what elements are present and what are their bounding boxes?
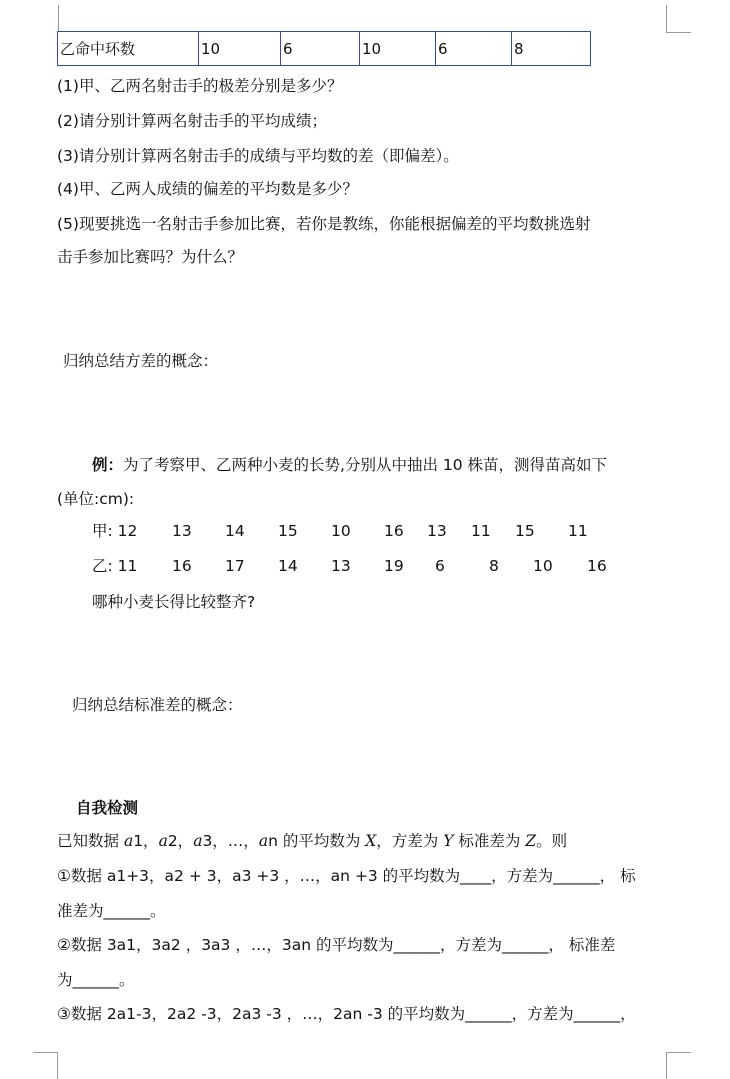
given-var: Z: [525, 832, 537, 850]
table-cell: 10: [199, 32, 281, 66]
given-var: a: [123, 832, 134, 850]
yi-value: 6: [435, 557, 445, 575]
given-text: 标准差为: [453, 832, 526, 850]
given-var: a: [158, 832, 168, 850]
table-cell: 6: [281, 32, 360, 66]
given-var: a: [193, 832, 203, 850]
given-text: 3，…，: [202, 832, 259, 850]
jia-value: 14: [225, 522, 245, 540]
self-test-item-1: ①数据 a1+3，a2 + 3，a3 +3 ，…，an +3 的平均数为____，方差为______， 标: [57, 867, 636, 885]
summary-std-heading: 归纳总结标准差的概念：: [72, 696, 243, 714]
given-text: 2，: [167, 832, 194, 850]
page-corner-mark-top-left: [58, 5, 59, 32]
question-3: (3)请分别计算两名射击手的成绩与平均数的差（即偏差）。: [57, 147, 459, 165]
self-test-item-2-continued: 为______。: [57, 971, 135, 989]
yi-value: 16: [172, 557, 192, 575]
page-corner-mark-bottom-right: [666, 1052, 691, 1079]
self-test-given: 已知数据 a1，a2，a3，…，an 的平均数为 X，方差为 Y 标准差为 Z。则: [57, 832, 568, 850]
example-label: 例：: [92, 456, 124, 474]
yi-value: 14: [278, 557, 298, 575]
table-cell: 10: [360, 32, 436, 66]
question-5: (5)现要挑选一名射击手参加比赛，若你是教练，你能根据偏差的平均数挑选射: [57, 215, 591, 233]
question-1: (1)甲、乙两名射击手的极差分别是多少？: [57, 77, 343, 95]
jia-value: 15: [515, 522, 535, 540]
yi-label: 乙: 11: [92, 557, 138, 575]
question-5-continued: 击手参加比赛吗？为什么？: [57, 248, 244, 266]
example-text: 为了考察甲、乙两种小麦的长势,分别从中抽出 10 株苗，测得苗高如下: [123, 456, 608, 474]
jia-value: 13: [172, 522, 192, 540]
given-text: ，方差为: [376, 832, 444, 850]
jia-value: 11: [471, 522, 491, 540]
jia-value: 15: [278, 522, 298, 540]
example-question: 哪种小麦长得比较整齐?: [92, 593, 256, 611]
given-text: n 的平均数为: [268, 832, 366, 850]
question-2: (2)请分别计算两名射击手的平均成绩；: [57, 112, 327, 130]
summary-variance-heading: 归纳总结方差的概念：: [63, 352, 219, 370]
self-test-title: 自我检测: [76, 799, 139, 817]
given-text: 。则: [536, 832, 568, 850]
jia-value: 10: [331, 522, 351, 540]
table-row: [58, 32, 591, 66]
jia-value: 16: [384, 522, 404, 540]
given-var: a: [258, 832, 269, 850]
given-text: 1，: [133, 832, 159, 850]
yi-value: 13: [331, 557, 351, 575]
yi-value: 10: [533, 557, 553, 575]
example-intro: [92, 455, 607, 475]
yi-value: 16: [587, 557, 607, 575]
given-var: Y: [443, 832, 454, 850]
page-corner-mark-bottom-left: [33, 1052, 58, 1079]
page-corner-mark-top-right: [666, 5, 691, 33]
jia-label: 甲: 12: [92, 522, 138, 540]
yi-value: 17: [225, 557, 245, 575]
table-cell: 8: [512, 32, 591, 66]
table-cell: 6: [436, 32, 512, 66]
self-test-item-1-continued: 准差为______。: [57, 902, 166, 920]
yi-value: 19: [384, 557, 404, 575]
score-table: [57, 31, 591, 66]
yi-value: 8: [489, 557, 499, 575]
self-test-item-3: ③数据 2a1-3，2a2 -3，2a3 -3 ，…，2an -3 的平均数为______，方差为______，: [57, 1005, 636, 1023]
jia-value: 11: [568, 522, 588, 540]
jia-value: 13: [427, 522, 447, 540]
example-unit: (单位:cm):: [57, 490, 135, 508]
table-row-label: 乙命中环数: [58, 32, 199, 66]
question-4: (4)甲、乙两人成绩的偏差的平均数是多少？: [57, 180, 358, 198]
given-var: X: [365, 832, 377, 850]
self-test-item-2: ②数据 3a1，3a2 ，3a3 ，…，3an 的平均数为______，方差为______， 标准差: [57, 936, 616, 954]
